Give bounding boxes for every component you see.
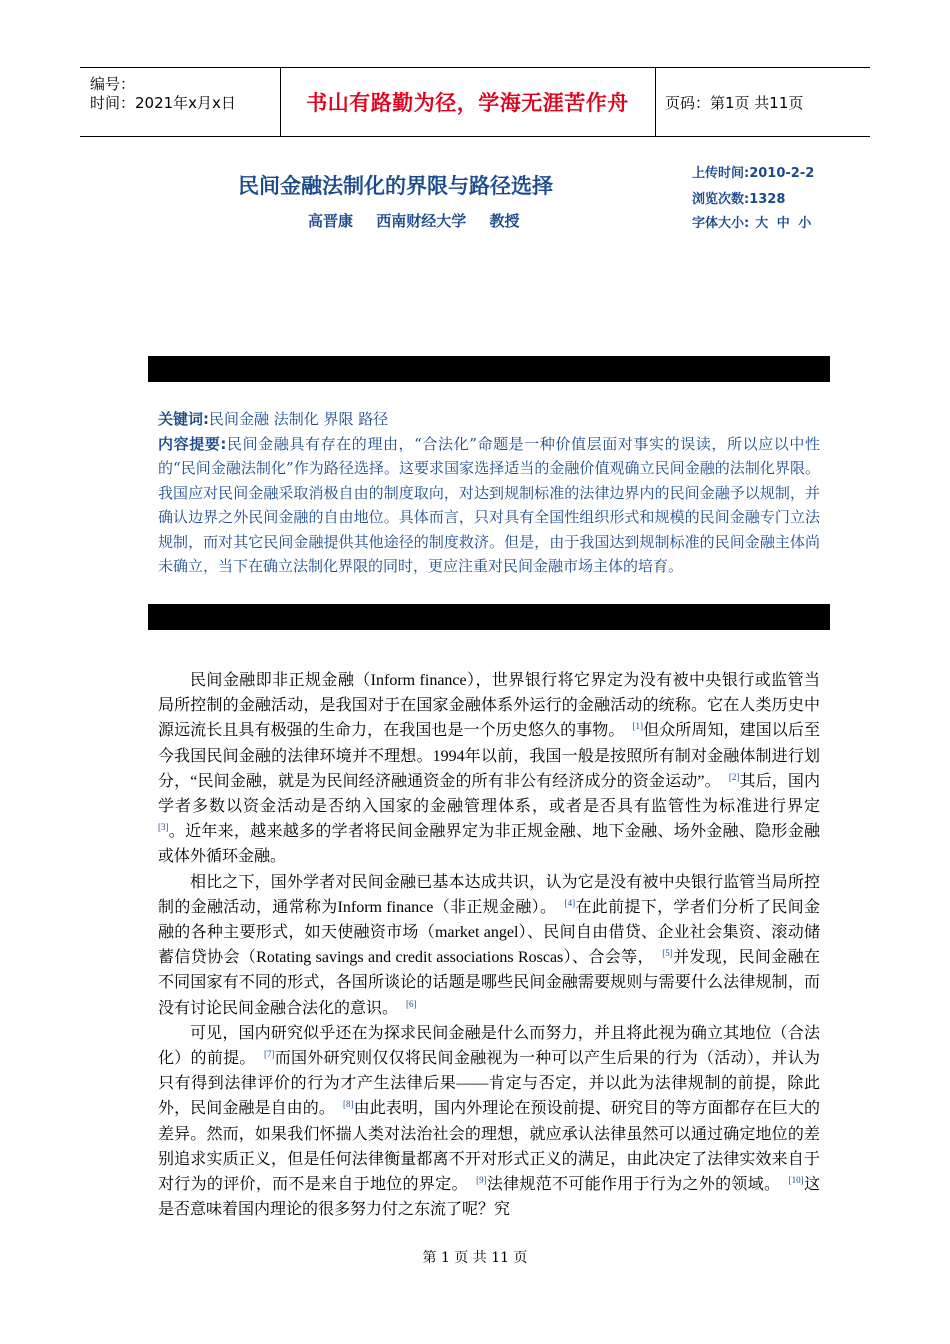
footnote-ref[interactable]: [8] <box>343 1099 354 1110</box>
time-label: 时间：2021年x月x日 <box>90 94 236 112</box>
article-byline <box>308 210 538 231</box>
keywords-text: 民间金融 法制化 界限 路径 <box>209 410 389 428</box>
divider-bar-bottom <box>148 604 830 630</box>
divider-bar-top <box>148 356 830 382</box>
summary-text: 民间金融具有存在的理由，“合法化”命题是一种价值层面对事实的误读，所以应以中性的“民间金融法制化”作为路径选择。这要求国家选择适当的金融价值观确立民间金融的法制化界限。我国应对民间金融采取消极自由的制度取向，对达到规制标准的法律边界内的民间金融予以规制，并确认边界之外民间金融的自由地位。具体而言，只对具有全国性组织形式和规模的民间金融专门立法规制，而对其它民间金融提供其他途径的制度救济。但是，由于我国达到规制标准的民间金融主体尚未确立，当下在确立法制化界限的同时，更应注重对民间金融市场主体的培育。 <box>158 434 821 575</box>
abstract-section <box>158 407 820 579</box>
number-label: 编号： <box>90 75 136 93</box>
footnote-ref[interactable]: [2] <box>728 771 740 782</box>
font-size-label: 字体大小: <box>692 216 750 231</box>
summary-paragraph <box>158 432 820 579</box>
body-text: 。近年来，越来越多的学者将民间金融界定为非正规金融、地下金融、场外金融、隐形金融或体外循环金融。 <box>158 823 820 866</box>
body-text: 并发现，民间金融在不同国家有不同的形式，各国所谈论的话题是哪些民间金融需要规则与需要什么法律规制，而没有讨论民间金融合法化的意识。 <box>158 949 820 1017</box>
body-paragraph-3 <box>158 1021 820 1223</box>
font-size-options[interactable]: 大 中 小 <box>755 216 814 231</box>
body-text: 由此表明，国内外理论在预设前提、研究目的等方面都存在巨大的差异。然而，如果我们怀揣人类对法治社会的理想，就应承认法律虽然可以通过确定地位的差别追求实质正义，但是任何法律衡量都离不开对形式正义的满足，由此决定了法律实效来自于对行为的评价，而不是来自于地位的界定。 <box>158 1100 820 1194</box>
summary-label: 内容提要: <box>158 434 227 453</box>
footnote-ref[interactable]: [1] <box>632 721 644 732</box>
header-slogan: 书山有路勤为径，学海无涯苦作舟 <box>280 68 656 136</box>
body-text: 其后，国内学者多数以资金活动是否纳入国家的金融管理体系，或者是否具有监管性为标准进行界定 <box>158 772 820 816</box>
body-text: 民间金融即非正规金融（Inform finance），世界银行将它界定为没有被中央银行或监管当局所控制的金融活动，是我国对于在国家金融体系外运行的金融活动的统称。它在人类历史中源远流长且具有极强的生命力，在我国也是一个历史悠久的事物。 <box>158 672 820 740</box>
font-size-control <box>692 212 813 231</box>
footnote-ref[interactable]: [6] <box>406 998 417 1009</box>
page-footer: 第 1 页 共 11 页 <box>422 1250 528 1266</box>
footnote-ref[interactable]: [3] <box>158 822 169 833</box>
keywords-label: 关键词: <box>158 410 209 428</box>
header-meta-cell <box>80 68 281 136</box>
body-text: 这是否意味着国内理论的很多努力付之东流了呢？究 <box>158 1176 820 1219</box>
body-paragraph-2 <box>158 870 820 1021</box>
article-title: 民间金融法制化的界限与路径选择 <box>238 174 553 198</box>
upload-time: 上传时间:2010-2-2 <box>692 166 815 181</box>
document-header <box>80 67 870 137</box>
footnote-ref[interactable]: [4] <box>564 897 576 908</box>
body-text: 但众所周知，建国以后至今我国民间金融的法律环境并不理想。1994年以前，我国一般是按照所有制对金融体制进行划分，“民间金融，就是为民间经济融通资金的所有非公有经济成分的资金运动”。 <box>158 722 820 790</box>
author-affiliation: 西南财经大学 <box>376 212 467 230</box>
footnote-ref[interactable]: [7] <box>263 1049 275 1060</box>
footnote-ref[interactable]: [10] <box>788 1175 804 1186</box>
body-text: 可见，国内研究似乎还在为探求民间金融是什么而努力，并且将此视为确立其地位（合法化）的前提。 <box>158 1024 820 1068</box>
body-text: 法律规范不可能作用于行为之外的领域。 <box>486 1176 773 1194</box>
body-text: 在此前提下，学者们分析了民间金融的各种主要形式，如天使融资市场（market angel）、民间自由借贷、企业社会集资、滚动储蓄信贷协会（Rotating savings and credit associations Roscas）、合会等， <box>158 898 820 967</box>
author-position: 教授 <box>489 212 520 230</box>
author-name: 高晋康 <box>308 212 354 230</box>
view-count: 浏览次数:1328 <box>692 192 786 207</box>
header-page-info: 页码：第1页 共11页 <box>665 93 804 112</box>
footnote-ref[interactable]: [9] <box>476 1175 487 1186</box>
body-paragraph-1 <box>158 668 820 870</box>
body-text: 而国外研究则仅仅将民间金融视为一种可以产生后果的行为（活动），并认为只有得到法律评价的行为才产生法律后果——肯定与否定，并以此为法律规制的前提，除此外，民间金融是自由的。 <box>158 1050 820 1118</box>
article-body <box>158 668 820 1222</box>
footnote-ref[interactable]: [5] <box>662 948 673 959</box>
keywords-line <box>158 407 820 432</box>
body-text: 相比之下，国外学者对民间金融已基本达成共识，认为它是没有被中央银行监管当局所控制的金融活动，通常称为Inform finance（非正规金融）。 <box>158 873 820 916</box>
